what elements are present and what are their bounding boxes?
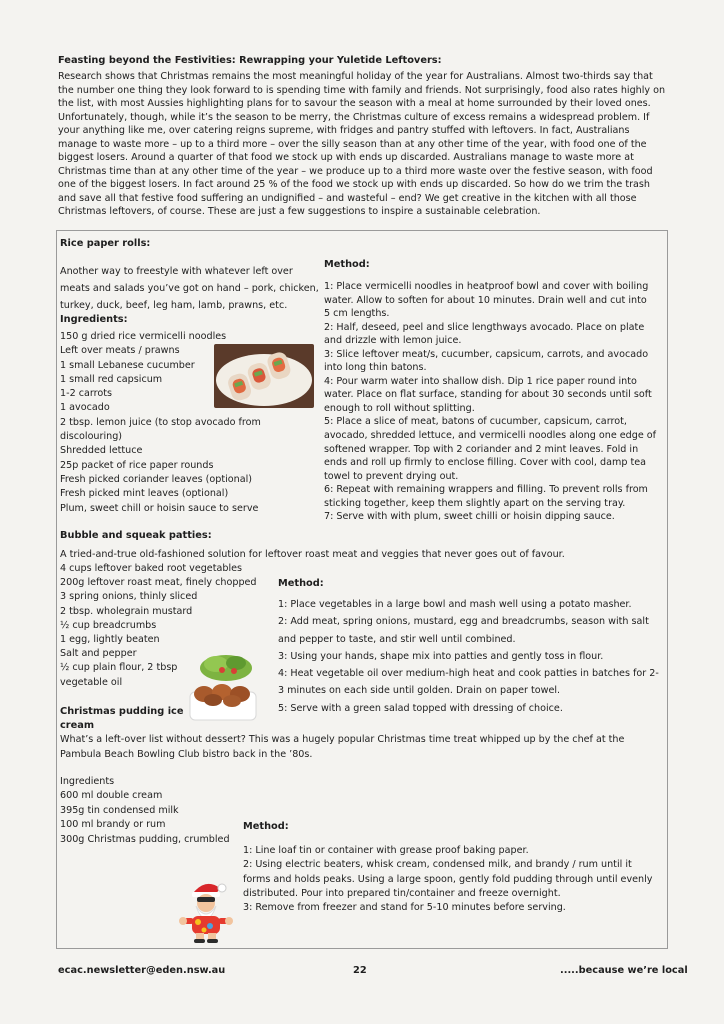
- footer-email: ecac.newsletter@eden.nsw.au: [58, 965, 226, 976]
- ingredient-item: Fresh picked coriander leaves (optional): [60, 473, 253, 485]
- pudding-method-title: Method:: [243, 821, 289, 832]
- method-line: 4: Heat vegetable oil over medium-high heat and cook patties in batches for 2-: [278, 668, 659, 680]
- ingredient-item: 1 small red capsicum: [60, 373, 163, 385]
- rice-paper-ingredients-title: Ingredients:: [60, 314, 128, 325]
- ingredient-item: Shredded lettuce: [60, 445, 143, 457]
- ingredient-item: 100 ml brandy or rum: [60, 819, 166, 830]
- rice-paper-title: Rice paper rolls:: [60, 238, 151, 249]
- method-line: enough to roll without splitting.: [324, 402, 475, 414]
- rice-paper-intro-line: Another way to freestyle with whatever left over: [60, 266, 293, 277]
- footer-tagline: .....because we’re local: [560, 965, 688, 976]
- pudding-intro-line: Pambula Beach Bowling Club bistro back in the ’80s.: [60, 748, 313, 760]
- method-line: ends and roll up firmly to enclose filling. Cover with cool, damp tea: [324, 457, 647, 469]
- ingredient-item: 25p packet of rice paper rounds: [60, 459, 214, 471]
- article-intro: Research shows that Christmas remains the most meaningful holiday of the year for Australians. Almost two-thirds say that the number one thing they look forward to is spending time with family and friends. Not surprisingly, food also rates highly on the list, with most Aussies highlighting plans for to savour the season with a meal at home surrounded by their loved ones. Unfortunately, though, while it’s the season to be merry, the Christmas culture of excess remains a widespread problem. If your anything like me, over catering reigns supreme, with fridges and pantry stuffed with leftovers. In fact, Australians manage to waste more – up to a third more – over the silly season than at any other time of the year, with food one of the biggest losers. Around a quarter of that food we stock up with ends up discarded. Australians manage to waste more at Christmas time than at any other time of the year – we produce up to a third more waste over the festive season, with food one of the biggest losers. In fact around 25 % of the food we stock up with ends up discarded. So how do we trim the trash and save all that festive food suffering an undignified – and wasteful – end? We get creative in the kitchen with all those Christmas leftovers, of course. These are just a few suggestions to inspire a sustainable celebration.: [58, 71, 666, 217]
- ingredient-item: 395g tin condensed milk: [60, 804, 179, 816]
- method-line: 2: Using electric beaters, whisk cream, condensed milk, and brandy / rum until it: [243, 859, 632, 871]
- method-line: water. Allow to soften for about 10 minutes. Drain well and cut into: [324, 294, 647, 306]
- method-line: 1: Line loaf tin or container with grease proof baking paper.: [243, 845, 529, 856]
- pudding-title-line: Christmas pudding ice: [60, 706, 184, 717]
- ingredient-item: 1-2 carrots: [60, 388, 113, 400]
- pudding-method: [243, 844, 652, 915]
- method-line: 4: Pour warm water into shallow dish. Dip 1 rice paper round into: [324, 375, 637, 387]
- method-line: 3: Using your hands, shape mix into patties and gently toss in flour.: [278, 650, 604, 662]
- method-line: avocado, shredded lettuce, and vermicelli noodles along one edge of: [324, 430, 657, 442]
- bubble-method-title: Method:: [278, 578, 324, 589]
- method-line: 2: Half, deseed, peel and slice lengthways avocado. Place on plate: [324, 321, 645, 333]
- method-line: 3: Slice leftover meat/s, cucumber, capsicum, carrots, and avocado: [324, 348, 649, 360]
- ingredient-item: vegetable oil: [60, 676, 123, 688]
- rice-paper-method-title: Method:: [324, 259, 370, 270]
- ingredient-item: 2 tbsp. wholegrain mustard: [60, 605, 193, 617]
- bubble-squeak-photo: [182, 648, 264, 728]
- ingredient-item: 600 ml double cream: [60, 790, 163, 801]
- method-line: sticking together, keep them slightly apart on the serving tray.: [324, 497, 626, 509]
- method-line: softened wrapper. Top with 2 coriander and 2 mint leaves. Fold in: [324, 443, 639, 455]
- pudding-intro-line: What’s a left-over list without dessert? This was a hugely popular Christmas time treat whipped up by the chef at the: [60, 734, 625, 745]
- ingredient-item: 300g Christmas pudding, crumbled: [60, 833, 230, 845]
- rice-paper-intro-line: turkey, duck, beef, leg ham, lamb, prawns, etc.: [60, 300, 288, 311]
- method-line: and drizzle with lemon juice.: [324, 335, 462, 347]
- rice-paper-intro-line: meats and salads you’ve got on hand – pork, chicken,: [60, 283, 319, 294]
- bubble-title: Bubble and squeak patties:: [60, 530, 212, 541]
- ingredient-item: discolouring): [60, 431, 123, 443]
- ingredient-item: Plum, sweet chill or hoisin sauce to serve: [60, 502, 259, 514]
- method-line: 7: Serve with with plum, sweet chilli or hoisin dipping sauce.: [324, 511, 615, 523]
- santa-clipart: [176, 878, 236, 944]
- rice-paper-method: [324, 280, 656, 524]
- ingredient-item: ½ cup breadcrumbs: [60, 619, 157, 631]
- pudding-intro: [60, 733, 624, 762]
- method-line: 6: Repeat with remaining wrappers and filling. To prevent rolls from: [324, 484, 648, 496]
- ingredient-item: 150 g dried rice vermicelli noodles: [60, 331, 227, 342]
- ingredient-item: 1 egg, lightly beaten: [60, 634, 160, 646]
- pudding-ingredients-title: Ingredients: [60, 776, 115, 787]
- method-line: 1: Place vermicelli noodles in heatproof bowl and cover with boiling: [324, 281, 649, 292]
- method-line: and pepper to taste, and stir well until combined.: [278, 633, 516, 645]
- ingredient-item: 4 cups leftover baked root vegetables: [60, 563, 243, 574]
- method-line: water. Place on flat surface, standing for about 30 seconds until soft: [324, 389, 652, 401]
- article-title: Feasting beyond the Festivities: Rewrapping your Yuletide Leftovers:: [58, 55, 442, 66]
- method-line: into long thin batons.: [324, 362, 427, 374]
- method-line: distributed. Pour into prepared tin/container and freeze overnight.: [243, 887, 561, 899]
- pudding-ingredients: [60, 789, 230, 847]
- method-line: towel to prevent drying out.: [324, 470, 459, 482]
- method-line: 5 cm lengths.: [324, 308, 390, 320]
- method-line: 5: Place a slice of meat, batons of cucumber, capsicum, carrot,: [324, 416, 627, 428]
- page-number: 22: [353, 965, 367, 976]
- method-line: 3 minutes on each side until golden. Drain on paper towel.: [278, 685, 561, 697]
- ingredient-item: 3 spring onions, thinly sliced: [60, 591, 198, 603]
- ingredient-item: Fresh picked mint leaves (optional): [60, 488, 229, 500]
- method-line: forms and holds peaks. Using a large spoon, gently fold pudding through until evenly: [243, 873, 653, 885]
- method-line: 2: Add meat, spring onions, mustard, egg and breadcrumbs, season with salt: [278, 616, 649, 628]
- pudding-title: [60, 705, 184, 733]
- ingredient-item: 2 tbsp. lemon juice (to stop avocado from: [60, 416, 261, 428]
- bubble-intro: A tried-and-true old-fashioned solution for leftover roast meat and veggies that never goes out of favour.: [60, 549, 565, 560]
- ingredient-item: Salt and pepper: [60, 648, 137, 660]
- method-line: 3: Remove from freezer and stand for 5-10 minutes before serving.: [243, 902, 566, 914]
- rice-paper-rolls-photo: [214, 344, 314, 408]
- ingredient-item: ½ cup plain flour, 2 tbsp: [60, 662, 178, 674]
- ingredient-item: 1 small Lebanese cucumber: [60, 359, 195, 371]
- bubble-method: [278, 596, 659, 717]
- method-line: 5: Serve with a green salad topped with dressing of choice.: [278, 702, 563, 714]
- rice-paper-intro: [60, 263, 319, 314]
- method-line: 1: Place vegetables in a large bowl and mash well using a potato masher.: [278, 599, 632, 610]
- ingredient-item: 200g leftover roast meat, finely chopped: [60, 577, 257, 589]
- pudding-title-line: cream: [60, 720, 95, 731]
- ingredient-item: 1 avocado: [60, 402, 110, 414]
- ingredient-item: Left over meats / prawns: [60, 345, 180, 357]
